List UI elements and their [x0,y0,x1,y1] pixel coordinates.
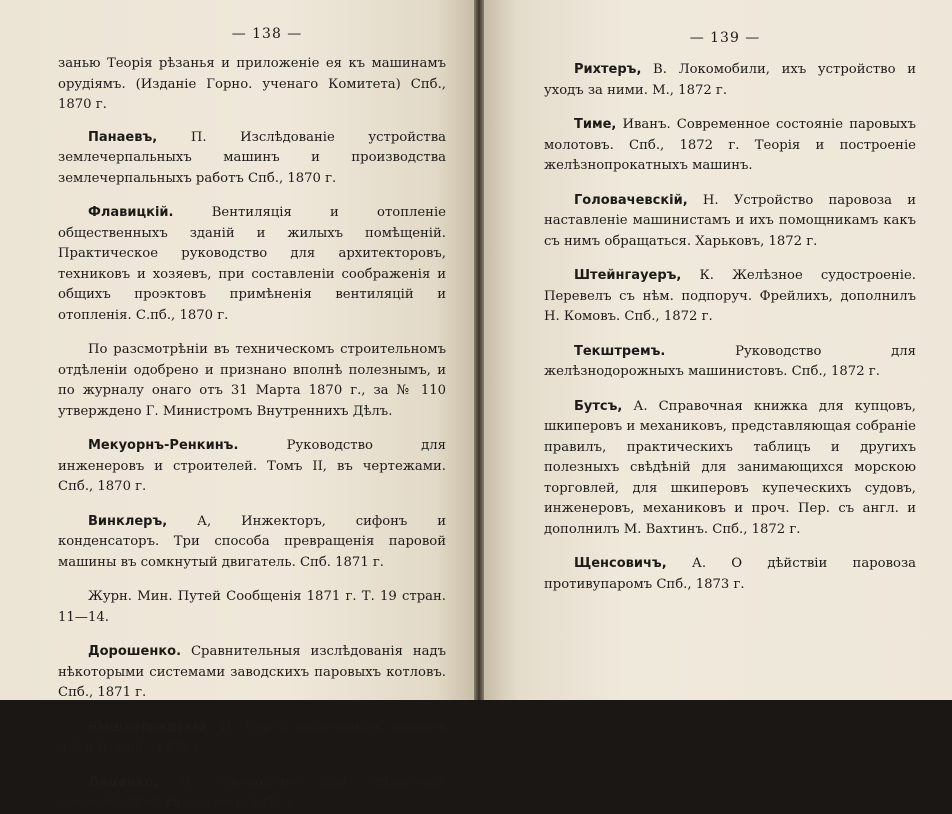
entry-text: По разсмотрѣніи въ техническомъ строительномъ отдѣленіи одобрено и признано вполнѣ полезнымъ, и по журналу онаго отъ 31 Марта 1870 г., за № 110 утверждено Г. Министромъ Внутреннихъ Дѣлъ. [58,342,446,419]
bibliography-entry [544,397,916,541]
entry-text: А. О дѣйствіи паровоза противупаромъ Спб., 1873 г. [544,556,916,592]
bibliography-entry [544,266,916,328]
entry-author: Дорошенко. [88,644,182,659]
entry-author: Мекуорнъ-Ренкинъ. [88,438,239,453]
page-number: — 139 — [689,30,761,46]
entry-text: В. Руководство для управленія локомобилями Николаевъ, 1872 г. [58,774,446,810]
entry-text: Руководство для желѣзнодорожныхъ машинистовъ. Спб., 1872 г. [544,343,916,379]
right-page [484,0,952,700]
entry-author: Винклеръ, [88,513,168,529]
entry-text: П. Изслѣдованіе устройства землечерпальныхъ машинъ и производства землечерпальныхъ работъ Спб., 1870 г. [58,129,446,186]
entry-text: А, Инжекторъ, сифонъ и конденсаторъ. Три способа превращенія паровой машины въ сомкнутый двигатель. Спб. 1871 г. [58,513,446,570]
approval-note [58,340,446,422]
bibliography-entry [544,191,916,253]
entry-author: Вышнеградскій. [88,719,212,735]
entry-author: Панаевъ, [88,129,158,145]
entry-author: Щенсовичъ, [574,556,667,571]
page-number: — 138 — [231,26,303,42]
journal-note [58,587,446,628]
entry-text: Вентиляція и отопленіе общественныхъ зданій и жилыхъ помѣщеній. Практическое руководство для архитекторовъ, техниковъ и хозяевъ, при составленіи соображенія и общихъ проэктовъ примѣненія вентиляцій и отопленія. С.пб., 1870 г. [58,205,446,323]
bibliography-entry [58,512,446,574]
bibliography-entry [58,773,446,814]
bibliography-entry [58,718,446,759]
bibliography-entry [58,203,446,326]
entry-author: Флавицкій. [88,205,174,220]
entry-text: А. Справочная книжка для купцовъ, шкиперовъ и механиковъ, представляющая собраніе правилъ, практическихъ таблицъ и другихъ полезныхъ свѣдѣній для занимающихся морскою торговлей, для шкиперовъ купеческихъ судовъ, инженеровъ, механиковъ и проч. Пер. съ англ. и дополнилъ М. Вахтинъ. Спб., 1872 г. [544,398,916,537]
continued-entry: занью Теорія рѣзанья и приложеніе ея къ машинамъ орудіямъ. (Изданіе Горно. ученаго Комитета) Спб., 1870 г. [58,56,446,112]
entry-author: Головачевскій, [574,192,688,208]
bibliography-entry [58,436,446,498]
entry-author: Рихтеръ, [574,62,642,77]
entry-text: Руководство для инженеровъ и строителей. Томъ II, въ чертежами. Спб., 1870 г. [58,438,446,494]
bibliography-entry [544,60,916,101]
bibliography-entry [58,128,446,190]
bibliography-entry [544,115,916,177]
left-page [0,0,474,810]
entry-text: Иванъ. Современное состояніе паровыхъ молотовъ. Спб., 1872 г. Теорія и построеніе желѣзнопрокатныхъ машинъ. [544,117,916,173]
entry-text: В. Локомобили, ихъ устройство и уходъ за ними. М., 1872 г. [544,62,916,98]
entry-author: Бутсъ, [574,398,623,414]
entry-author: Даценко, [88,774,159,790]
entry-author: Штейнгауеръ, [574,268,682,283]
book-gutter [474,0,484,700]
bibliography-entry [58,642,446,704]
entry-author: Тиме, [574,117,617,132]
entry-text: Журн. Мин. Путей Сообщенія 1871 г. Т. 19 стран. 11—14. [58,589,446,625]
entry-text: Н. Устройство паровоза и наставленіе машинистамъ и ихъ помощникамъ какъ съ нимъ обращаться. Харьковъ, 1872 г. [544,192,916,249]
entry-author: Текштремъ. [574,343,666,359]
bibliography-entry [544,554,916,595]
entry-text: К. Желѣзное судостроеніе. Перевелъ съ нѣм. подпоруч. Фрейлихъ, дополнилъ Н. Комовъ. Спб., 1872 г. [544,268,916,324]
bibliography-entry [544,342,916,383]
entry-text: Сравнительныя изслѣдованія надъ нѣкоторыми системами заводскихъ паровыхъ котловъ. Спб., 1871 г. [58,644,446,700]
entry-text: И. Курсъ подъемныхъ машинъ ч. I и II. Спб., 1872 г. [58,719,446,755]
